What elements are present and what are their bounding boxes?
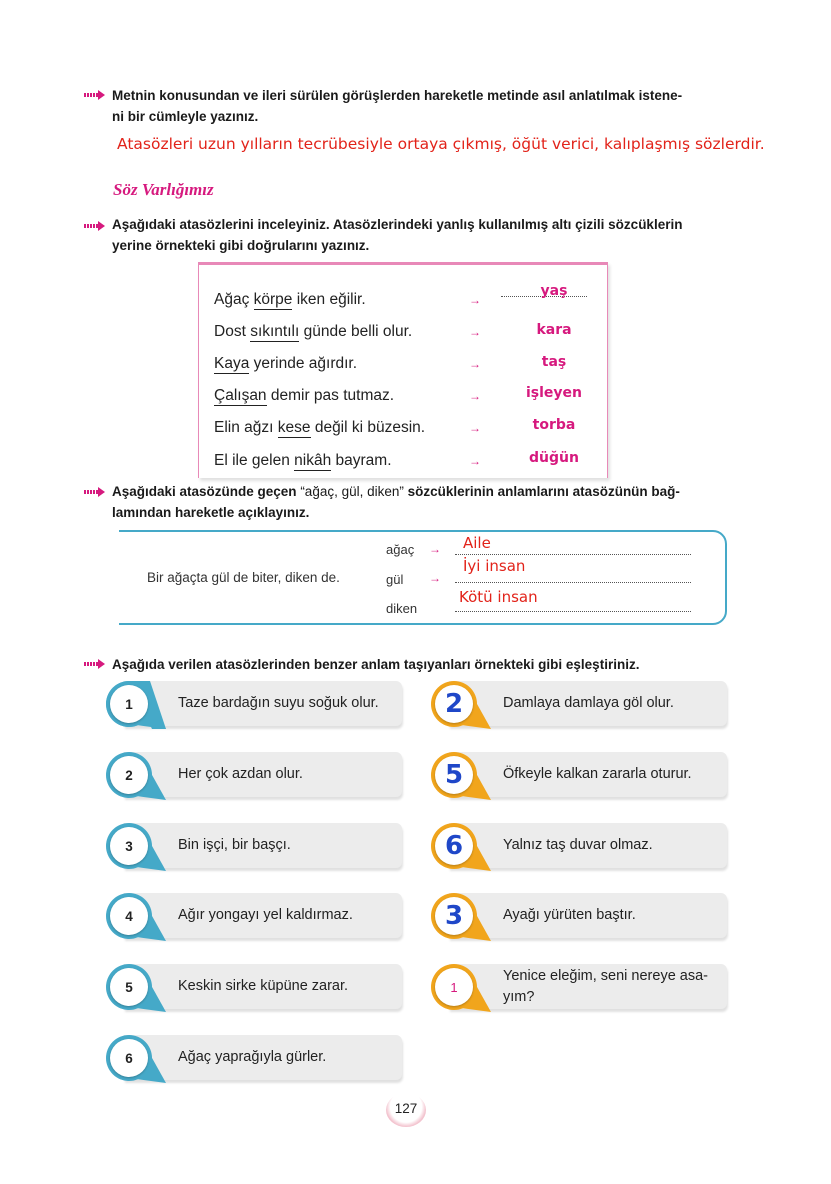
number-badge — [435, 968, 473, 1006]
question-3-text: sözcüklerinin anlamlarını atasözünün bağ- — [403, 484, 680, 499]
question-3-text: Aşağıdaki atasözünde geçen — [112, 484, 301, 499]
proverb-text: El ile gelen — [214, 452, 295, 469]
right-arrow-icon: → — [469, 357, 481, 371]
proverb-text: Ağaç — [214, 291, 254, 308]
section-title: Söz Varlığımız — [113, 180, 214, 199]
proverb-text: Ağaç yaprağıyla gürler. — [178, 1049, 327, 1065]
underlined-word: kese — [277, 419, 311, 436]
matched-number: 6 — [444, 831, 464, 861]
proverb-text: Keskin sirke küpüne zarar. — [178, 978, 349, 994]
left-proverb-item — [106, 964, 402, 1012]
bullet-arrow-icon — [84, 90, 106, 100]
matched-number: 2 — [444, 689, 464, 719]
right-proverb-item — [431, 964, 727, 1012]
question-1-line-1: Metnin konusundan ve ileri sürülen görüşlerden hareketle metinde asıl anlatılmak istene- — [112, 88, 683, 103]
right-proverb-item — [431, 893, 727, 941]
question-4: Aşağıda verilen atasözlerinden benzer anlam taşıyanları örnekteki gibi eşleştiriniz. — [112, 657, 640, 672]
proverb-text: Ayağı yürüten baştır. — [503, 907, 636, 923]
right-arrow-icon: → — [469, 421, 481, 435]
left-proverb-item — [106, 1035, 402, 1083]
word-label: diken — [386, 601, 418, 616]
question-2 — [112, 214, 682, 256]
proverb-text: değil ki büzesin. — [310, 419, 426, 436]
question-3-quoted-words: “ağaç, gül, diken” — [300, 484, 404, 499]
correction-answer: torba — [532, 417, 576, 433]
right-arrow-icon: → — [469, 293, 481, 307]
proverb-text: Elin ağzı — [214, 419, 278, 436]
proverb-text: yerinde ağırdır. — [249, 355, 358, 372]
proverb-correction-box — [198, 262, 608, 478]
word-label: gül — [386, 572, 404, 587]
meaning-answer: Kötü insan — [459, 588, 538, 606]
number-badge — [435, 897, 473, 935]
question-3 — [112, 481, 680, 523]
proverb-text: Bir ağaçta gül de biter, diken de. — [147, 570, 340, 585]
bullet-arrow-icon — [84, 221, 106, 231]
answer-dotted-line — [455, 554, 691, 555]
proverb-text: Yenice eleğim, seni nereye asa-yım? — [503, 967, 709, 1005]
proverb-row — [214, 323, 412, 341]
correction-answer: taş — [541, 354, 567, 370]
answer-dotted-line — [455, 582, 691, 583]
item-number: 4 — [125, 908, 133, 924]
item-number: 2 — [125, 767, 133, 783]
proverb-text: demir pas tutmaz. — [266, 387, 395, 404]
number-badge — [110, 827, 148, 865]
right-proverb-item — [431, 823, 727, 871]
correction-answer: yaş — [540, 283, 568, 299]
proverb-row — [214, 387, 394, 405]
proverb-row — [214, 452, 392, 470]
proverb-text: Her çok azdan olur. — [178, 766, 303, 782]
bullet-arrow-icon — [84, 487, 106, 497]
right-arrow-icon: → — [469, 389, 481, 403]
item-number: 5 — [125, 979, 133, 995]
underlined-word: Çalışan — [214, 387, 267, 404]
meaning-box — [113, 530, 727, 625]
correction-answer: düğün — [529, 450, 579, 466]
proverb-text: Damlaya damlaya göl olur. — [503, 695, 674, 711]
underlined-word: körpe — [253, 291, 293, 308]
question-1-line-2: ni bir cümleyle yazınız. — [112, 109, 259, 124]
left-proverb-item — [106, 823, 402, 871]
question-3-line-2: lamından hareketle açıklayınız. — [112, 505, 310, 520]
question-1 — [112, 85, 682, 127]
underlined-word: sıkıntılı — [250, 323, 300, 340]
number-badge — [435, 756, 473, 794]
number-badge — [435, 827, 473, 865]
page-number — [386, 1093, 426, 1127]
number-badge — [435, 685, 473, 723]
underlined-word: Kaya — [214, 355, 250, 372]
answer-1: Atasözleri uzun yılların tecrübesiyle ortaya çıkmış, öğüt verici, kalıplaşmış sözlerdir. — [117, 135, 765, 153]
proverb-text: Bin işçi, bir başçı. — [178, 837, 291, 853]
matched-number: 3 — [444, 901, 464, 931]
left-proverb-item — [106, 752, 402, 800]
right-proverb-item — [431, 752, 727, 800]
answer-dotted-line — [455, 611, 691, 612]
proverb-row — [214, 291, 366, 309]
proverb-text: Dost — [214, 323, 251, 340]
number-badge — [110, 897, 148, 935]
correction-answer: işleyen — [525, 385, 582, 401]
proverb-row — [214, 355, 357, 373]
number-badge — [110, 1039, 148, 1077]
question-2-line-1: Aşağıdaki atasözlerini inceleyiniz. Atasözlerindeki yanlış kullanılmış altı çizili sözcüklerin — [112, 217, 683, 232]
bullet-arrow-icon — [84, 659, 106, 669]
proverb-row — [214, 419, 425, 437]
item-number: 1 — [125, 696, 133, 712]
proverb-text: bayram. — [331, 452, 392, 469]
right-arrow-icon: → — [429, 571, 441, 585]
right-arrow-icon: → — [469, 325, 481, 339]
left-proverb-item — [106, 681, 402, 729]
correction-answer: kara — [536, 322, 572, 338]
proverb-text: iken eğilir. — [292, 291, 366, 308]
proverb-text: günde belli olur. — [299, 323, 413, 340]
number-badge — [110, 756, 148, 794]
number-badge — [110, 968, 148, 1006]
page-number-text: 127 — [394, 1101, 418, 1116]
right-arrow-icon: → — [429, 542, 441, 556]
matched-number: 5 — [444, 760, 464, 790]
right-proverb-item — [431, 681, 727, 729]
underlined-word: nikâh — [294, 452, 332, 469]
left-proverb-item — [106, 893, 402, 941]
matched-number: 1 — [450, 979, 458, 995]
proverb-text: Ağır yongayı yel kaldırmaz. — [178, 907, 353, 923]
proverb-text: Yalnız taş duvar olmaz. — [503, 837, 653, 853]
proverb-text: Taze bardağın suyu soğuk olur. — [178, 695, 379, 711]
number-badge — [110, 685, 148, 723]
item-number: 3 — [125, 838, 133, 854]
question-3-line-1 — [112, 481, 680, 502]
meaning-answer: İyi insan — [463, 557, 526, 575]
question-2-line-2: yerine örnekteki gibi doğrularını yazınız. — [112, 238, 370, 253]
meaning-answer: Aile — [463, 534, 491, 552]
right-arrow-icon: → — [469, 454, 481, 468]
word-label: ağaç — [386, 542, 415, 557]
item-number: 6 — [125, 1050, 133, 1066]
proverb-text: Öfkeyle kalkan zararla oturur. — [503, 766, 692, 782]
